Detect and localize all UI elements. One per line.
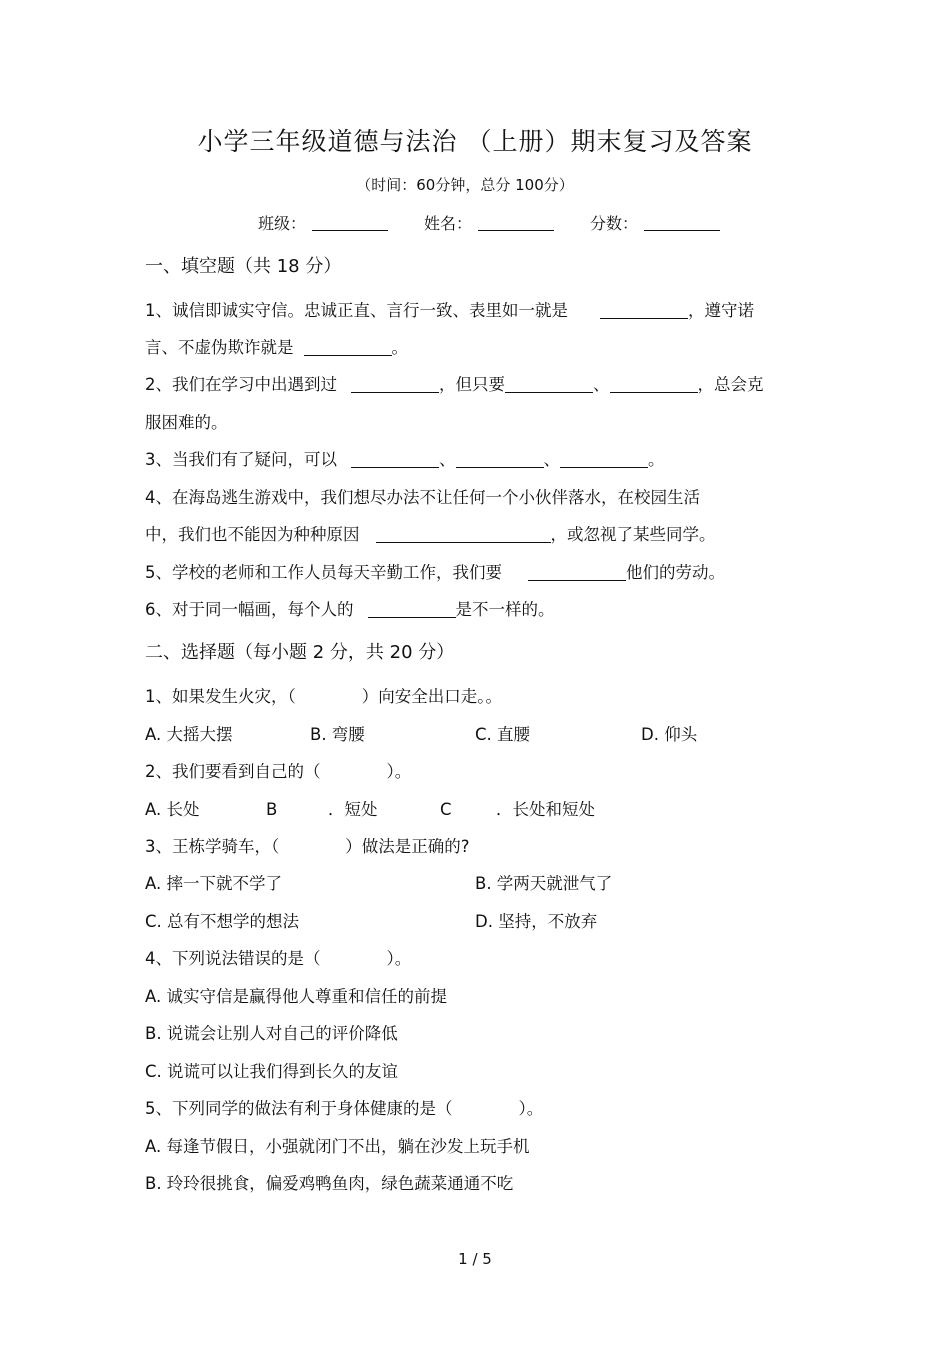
question-text: 6、对于同一幅画，每个人的 xyxy=(145,600,354,619)
question-text: 言、不虚伪欺诈就是 xyxy=(145,338,294,357)
name-blank[interactable] xyxy=(478,212,554,231)
choice-q2-option-c-text[interactable]: ．长处和短处 xyxy=(496,800,595,819)
choice-q5-option-a[interactable]: A. 每逢节假日，小强就闭门不出，躺在沙发上玩手机 xyxy=(145,1137,530,1156)
answer-blank[interactable] xyxy=(351,449,439,468)
answer-blank[interactable] xyxy=(304,337,392,356)
choice-q3-option-c[interactable]: C. 总有不想学的想法 xyxy=(145,912,300,931)
fill-q1-line2 xyxy=(145,337,408,359)
choice-q1-option-c[interactable]: C. 直腰 xyxy=(475,725,531,744)
score-label: 分数： xyxy=(590,214,639,233)
choice-q2-option-b-letter[interactable]: B xyxy=(266,800,278,819)
class-blank[interactable] xyxy=(312,212,388,231)
answer-blank[interactable] xyxy=(600,300,688,319)
fill-q1-line1 xyxy=(145,300,754,322)
choice-q4-option-b[interactable]: B. 说谎会让别人对自己的评价降低 xyxy=(145,1024,398,1043)
question-text: 。 xyxy=(391,338,408,357)
answer-blank[interactable] xyxy=(610,374,698,393)
question-text: 3、当我们有了疑问，可以 xyxy=(145,450,337,469)
answer-blank[interactable] xyxy=(505,374,593,393)
choice-q5: 5、下列同学的做法有利于身体健康的是（ ）。 xyxy=(145,1099,544,1118)
section2-heading: 二、选择题（每小题 2 分，共 20 分） xyxy=(145,642,455,663)
choice-q1: 1、如果发生火灾，（ ）向安全出口走。。 xyxy=(145,687,502,706)
question-text: ，但只要 xyxy=(439,375,505,394)
question-text: 、 xyxy=(543,450,560,469)
question-text: 中，我们也不能因为种种原因 xyxy=(145,525,360,544)
score-blank[interactable] xyxy=(644,212,720,231)
fill-q5-line xyxy=(145,562,725,584)
question-text: ，或忽视了某些同学。 xyxy=(550,525,716,544)
question-text: 、 xyxy=(593,375,610,394)
section1-heading: 一、填空题（共 18 分） xyxy=(145,256,342,277)
choice-q1-option-d[interactable]: D. 仰头 xyxy=(641,725,698,744)
answer-blank[interactable] xyxy=(368,599,456,618)
answer-blank[interactable] xyxy=(376,524,551,543)
fill-q4-line1: 4、在海岛逃生游戏中，我们想尽办法不让任何一个小伙伴落水，在校园生活 xyxy=(145,488,700,507)
answer-blank[interactable] xyxy=(456,449,544,468)
choice-q2-option-a[interactable]: A. 长处 xyxy=(145,800,200,819)
choice-q2-option-c-letter[interactable]: C xyxy=(440,800,452,819)
choice-q2-option-b-text[interactable]: ．短处 xyxy=(328,800,378,819)
name-label: 姓名： xyxy=(424,214,473,233)
answer-blank[interactable] xyxy=(560,449,648,468)
page-title: 小学三年级道德与法治 （上册）期末复习及答案 xyxy=(197,127,753,156)
choice-q1-option-a[interactable]: A. 大摇大摆 xyxy=(145,725,233,744)
question-text: 1、诚信即诚实守信。忠诚正直、言行一致、表里如一就是 xyxy=(145,301,568,320)
answer-blank[interactable] xyxy=(351,374,439,393)
question-text: 5、学校的老师和工作人员每天辛勤工作，我们要 xyxy=(145,563,502,582)
choice-q3-option-b[interactable]: B. 学两天就泄气了 xyxy=(475,874,613,893)
fill-q3-line xyxy=(145,449,665,471)
question-text: ，遵守诺 xyxy=(688,301,754,320)
choice-q4: 4、下列说法错误的是（ ）。 xyxy=(145,949,412,968)
fill-q4-line2 xyxy=(145,524,716,546)
choice-q3: 3、王栋学骑车，（ ）做法是正确的? xyxy=(145,837,470,856)
choice-q2: 2、我们要看到自己的（ ）。 xyxy=(145,762,412,781)
question-text: 他们的劳动。 xyxy=(626,563,725,582)
choice-q4-option-a[interactable]: A. 诚实守信是赢得他人尊重和信任的前提 xyxy=(145,987,447,1006)
student-info-row xyxy=(258,212,756,235)
choice-q3-option-d[interactable]: D. 坚持，不放弃 xyxy=(475,912,598,931)
question-text: 、 xyxy=(439,450,456,469)
question-text: 是不一样的。 xyxy=(455,600,555,619)
question-text: ，总会克 xyxy=(697,375,764,394)
fill-q2-line1 xyxy=(145,374,764,396)
class-label: 班级： xyxy=(258,214,307,233)
choice-q3-option-a[interactable]: A. 摔一下就不学了 xyxy=(145,874,282,893)
question-text: 。 xyxy=(648,450,665,469)
choice-q4-option-c[interactable]: C. 说谎可以让我们得到长久的友谊 xyxy=(145,1062,399,1081)
answer-blank[interactable] xyxy=(528,562,626,581)
page-number: 1 / 5 xyxy=(458,1250,492,1268)
choice-q1-option-b[interactable]: B. 弯腰 xyxy=(310,725,365,744)
question-text: 2、我们在学习中出遇到过 xyxy=(145,375,337,394)
choice-q5-option-b[interactable]: B. 玲玲很挑食，偏爱鸡鸭鱼肉，绿色蔬菜通通不吃 xyxy=(145,1174,514,1193)
fill-q2-line2: 服困难的。 xyxy=(145,413,228,432)
fill-q6-line xyxy=(145,599,555,621)
exam-subtitle: （时间：60分钟，总分 100分） xyxy=(356,176,574,194)
